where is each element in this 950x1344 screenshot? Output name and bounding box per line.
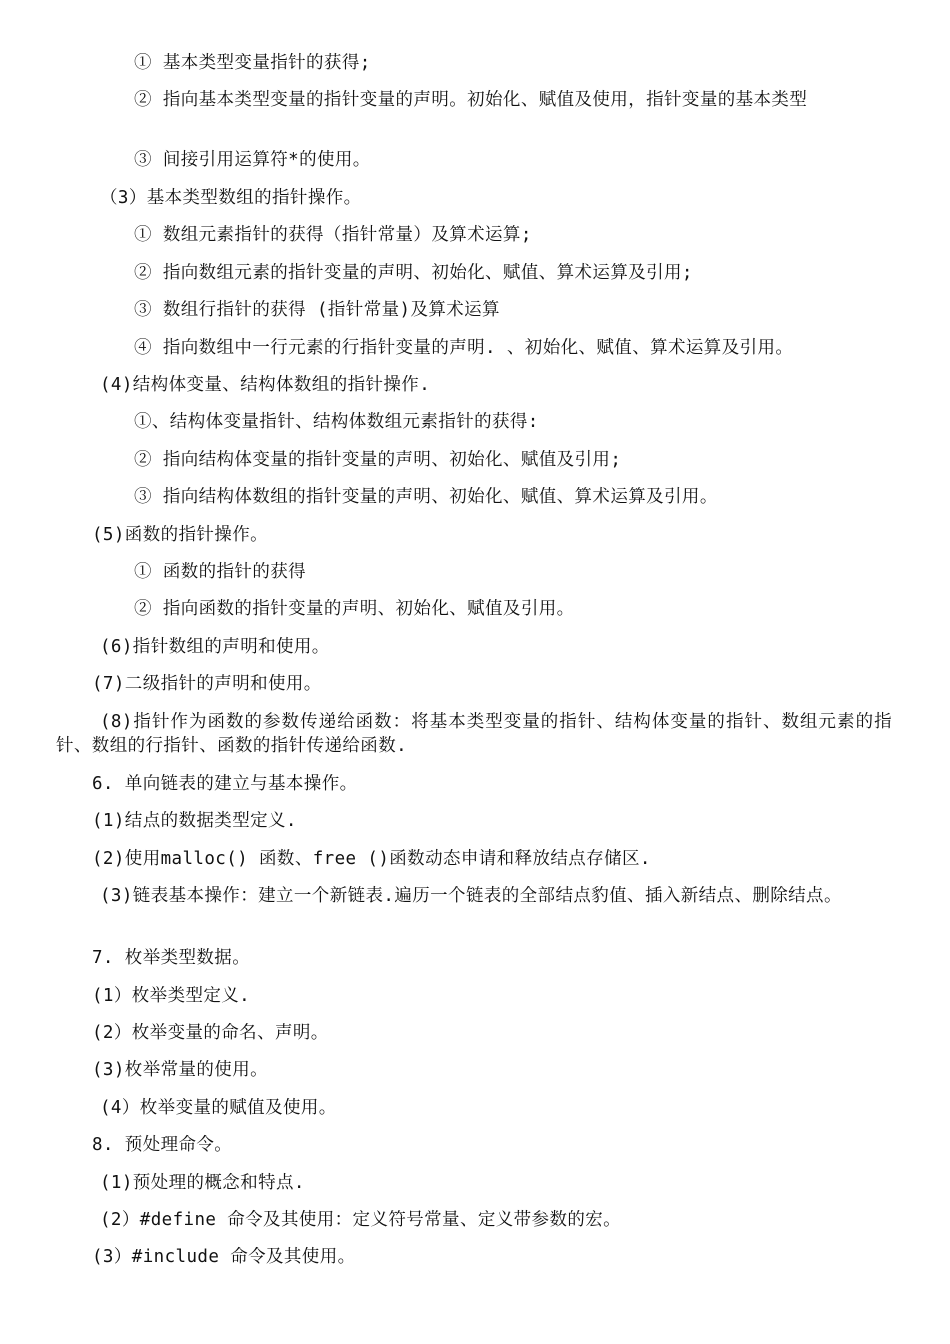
- section-heading: (4)结构体变量、结构体数组的指针操作.: [100, 375, 431, 395]
- text-line: (2）枚举变量的命名、声明。: [92, 1023, 329, 1043]
- section-heading: (5)函数的指针操作。: [92, 525, 269, 545]
- text-line: (8)指针作为函数的参数传递给函数：将基本类型变量的指针、结构体变量的指针、数组元素的指针、数组的行指针、函数的指针传递给函数.: [56, 712, 892, 756]
- text-line: ① 数组元素指针的获得（指针常量）及算术运算;: [134, 225, 532, 245]
- text-line: ④ 指向数组中一行元素的行指针变量的声明. 、初始化、赋值、算术运算及引用。: [134, 338, 794, 358]
- text-line: ② 指向结构体变量的指针变量的声明、初始化、赋值及引用;: [134, 450, 622, 470]
- section-heading: 6. 单向链表的建立与基本操作。: [92, 774, 358, 794]
- section-heading: 7. 枚举类型数据。: [92, 948, 251, 968]
- text-line: (4）枚举变量的赋值及使用。: [100, 1098, 337, 1118]
- section-heading: （3）基本类型数组的指针操作。: [100, 188, 362, 208]
- text-line: (3)枚举常量的使用。: [92, 1060, 269, 1080]
- text-paragraph: [56, 88, 892, 112]
- text-line: ③ 指向结构体数组的指针变量的声明、初始化、赋值、算术运算及引用。: [134, 487, 718, 507]
- section-heading: 8. 预处理命令。: [92, 1135, 233, 1155]
- text-line: (3)链表基本操作：建立一个新链表.遍历一个链表的全部结点豹值、插入新结点、删除结点。: [100, 886, 842, 906]
- section-heading: (7)二级指针的声明和使用。: [92, 674, 322, 694]
- text-line: ③ 间接引用运算符*的使用。: [134, 150, 371, 170]
- text-line: (2）#define 命令及其使用：定义符号常量、定义带参数的宏。: [100, 1210, 622, 1230]
- text-paragraph: [56, 884, 892, 908]
- text-line: (1）枚举类型定义.: [92, 986, 251, 1006]
- text-line: ② 指向数组元素的指针变量的声明、初始化、赋值、算术运算及引用;: [134, 263, 693, 283]
- text-line: ② 指向函数的指针变量的声明、初始化、赋值及引用。: [134, 599, 575, 619]
- text-line: (2)使用malloc() 函数、free ()函数动态申请和释放结点存储区.: [92, 849, 651, 869]
- text-paragraph: [56, 710, 892, 758]
- text-line: ① 基本类型变量指针的获得;: [134, 53, 371, 73]
- text-line: ① 函数的指针的获得: [134, 562, 307, 582]
- text-line: ② 指向基本类型变量的指针变量的声明。初始化、赋值及使用，指针变量的基本类型: [134, 90, 808, 110]
- text-line: (1)预处理的概念和特点.: [100, 1173, 305, 1193]
- text-line: ③ 数组行指针的获得 (指针常量)及算术运算: [134, 300, 500, 320]
- text-line: ①、结构体变量指针、结构体数组元素指针的获得:: [134, 412, 539, 432]
- text-line: (3）#include 命令及其使用。: [92, 1247, 356, 1267]
- section-heading: (6)指针数组的声明和使用。: [100, 637, 330, 657]
- text-line: (1)结点的数据类型定义.: [92, 811, 297, 831]
